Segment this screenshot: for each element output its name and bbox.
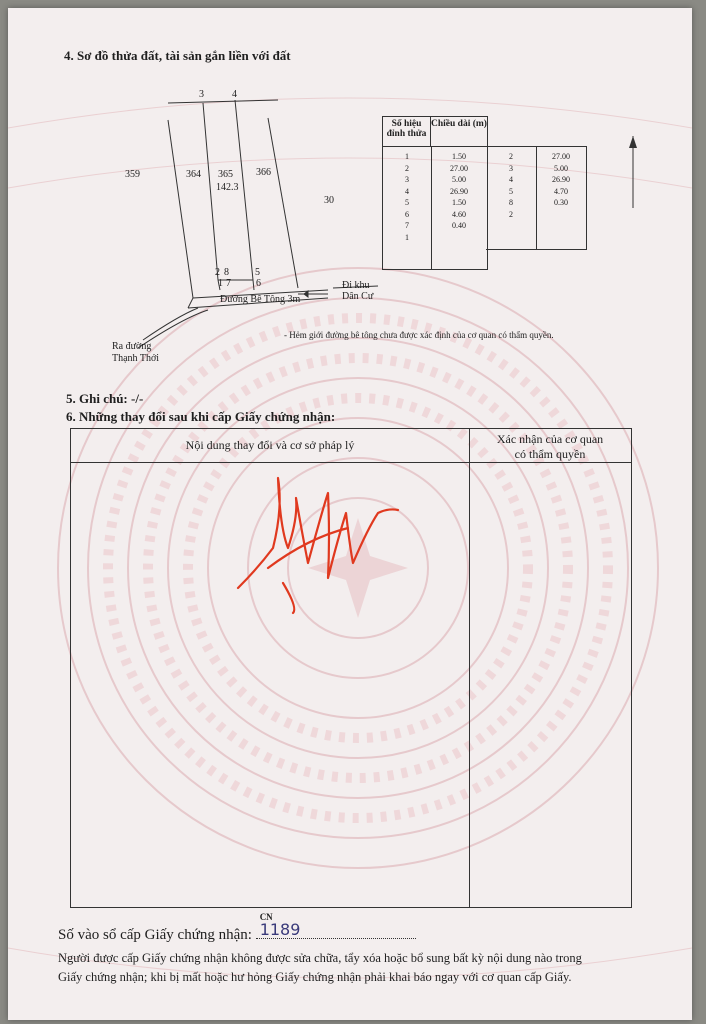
direction-label: Đi khu: [342, 280, 370, 291]
section-5-title: 5. Ghi chú: -/-: [66, 391, 144, 406]
vertex-table-cell: 5: [509, 186, 513, 196]
confirmation-header-line2: có thẩm quyền: [514, 447, 586, 461]
vertex-table-cell: 1: [405, 152, 409, 161]
vertex-table-cell: 0.30: [554, 198, 568, 207]
vertex-table-header-2: Chiều dài (m): [431, 119, 487, 129]
confirmation-header-line1: Xác nhận của cơ quan: [496, 432, 604, 446]
vertex-table-cell: 8: [509, 198, 513, 207]
vertex-table-cell: 2: [509, 152, 513, 161]
red-signature: [228, 468, 428, 628]
vertex-table-cell: 27.00: [552, 152, 570, 161]
vertex-table-cell: 26.90: [552, 175, 570, 184]
confirmation-header: [469, 432, 631, 462]
registry-label: Số vào sổ cấp Giấy chứng nhận:: [58, 927, 252, 943]
section-6-title: 6. Những thay đổi sau khi cấp Giấy chứng nhận:: [66, 409, 336, 424]
direction-label: Ra đường: [112, 341, 152, 352]
registry-number-field: [256, 912, 416, 939]
vertex-table-cell: 4.60: [452, 209, 466, 219]
registry-number-handwritten: 1189: [259, 920, 301, 939]
footer-notice: [58, 949, 658, 987]
parcel-label: 366: [256, 167, 271, 178]
vertex-id-column-2: [486, 151, 536, 220]
vertex-table-cell: 6: [405, 209, 409, 219]
vertex-table-cell: [536, 209, 586, 221]
land-plot-diagram: [8, 8, 692, 368]
parcel-number: 365: [218, 169, 233, 180]
vertex-table-cell: 26.90: [450, 186, 468, 196]
vertex-table-cell: 5.00: [554, 163, 568, 173]
boundary-note: - Hẻm giới đường bê tông chưa được xác định của cơ quan có thẩm quyền.: [284, 330, 554, 340]
vertex-table-cell: 3: [405, 175, 409, 184]
vertex-label: 7: [226, 278, 231, 289]
direction-label: Thạnh Thới: [112, 353, 160, 364]
vertex-label: 5: [255, 267, 260, 278]
registry-number-line: [58, 912, 416, 944]
vertex-table-cell: 4: [405, 186, 409, 196]
section-4-title: 4. Sơ đồ thửa đất, tài sản gắn liền với đất: [64, 48, 291, 63]
parcel-area: 142.3: [216, 182, 239, 193]
vertex-length-column-2: [536, 151, 586, 220]
vertex-label: 2: [215, 267, 220, 278]
changes-content-header: Nội dung thay đổi và cơ sở pháp lý: [185, 438, 355, 452]
vertex-id-column: [383, 151, 431, 243]
vertex-table-cell: [431, 232, 487, 244]
footer-notice-line2: Giấy chứng nhận; khi bị mất hoặc hư hỏng Giấy chứng nhận phải khai báo ngay với cơ quan cấp Giấy.: [58, 970, 572, 984]
vertex-label: 1: [218, 278, 223, 289]
parcel-label: 30: [324, 195, 334, 206]
vertex-table-cell: 4.70: [554, 186, 568, 196]
footer-notice-line1: Người được cấp Giấy chứng nhận không được sửa chữa, tẩy xóa hoặc bổ sung bất kỳ nội dung nào trong: [58, 951, 582, 965]
vertex-table-cell: 27.00: [450, 163, 468, 173]
vertex-table-cell: 3: [509, 163, 513, 173]
direction-label: Dân Cư: [342, 291, 374, 302]
parcel-label: 359: [125, 169, 140, 180]
road-label: Đường Bê Tông 3m: [220, 294, 301, 305]
vertex-label: 3: [199, 89, 204, 100]
vertex-table-cell: 1: [405, 232, 409, 242]
vertex-table-header-1: Số hiệu đỉnh thửa: [386, 119, 427, 139]
vertex-table-cell: 4: [509, 175, 513, 184]
vertex-table-cell: 1.50: [452, 198, 466, 207]
vertex-label: 6: [256, 278, 261, 289]
vertex-label: 8: [224, 267, 229, 278]
registry-prefix: CN: [259, 912, 273, 922]
vertex-table-cell: 0.40: [452, 221, 466, 230]
parcel-label: 364: [186, 169, 201, 180]
vertex-length-column: [431, 151, 487, 243]
certificate-page: [8, 8, 692, 1020]
vertex-table-cell: 2: [405, 163, 409, 173]
vertex-table-cell: 1.50: [452, 152, 466, 161]
vertex-table-continued: [486, 146, 587, 250]
vertex-table-cell: 5.00: [452, 175, 466, 184]
vertex-label: 4: [232, 89, 237, 100]
vertex-table: [382, 116, 488, 270]
vertex-table-cell: 5: [405, 198, 409, 207]
vertex-table-cell: 2: [509, 209, 513, 219]
vertex-table-cell: 7: [405, 221, 409, 230]
